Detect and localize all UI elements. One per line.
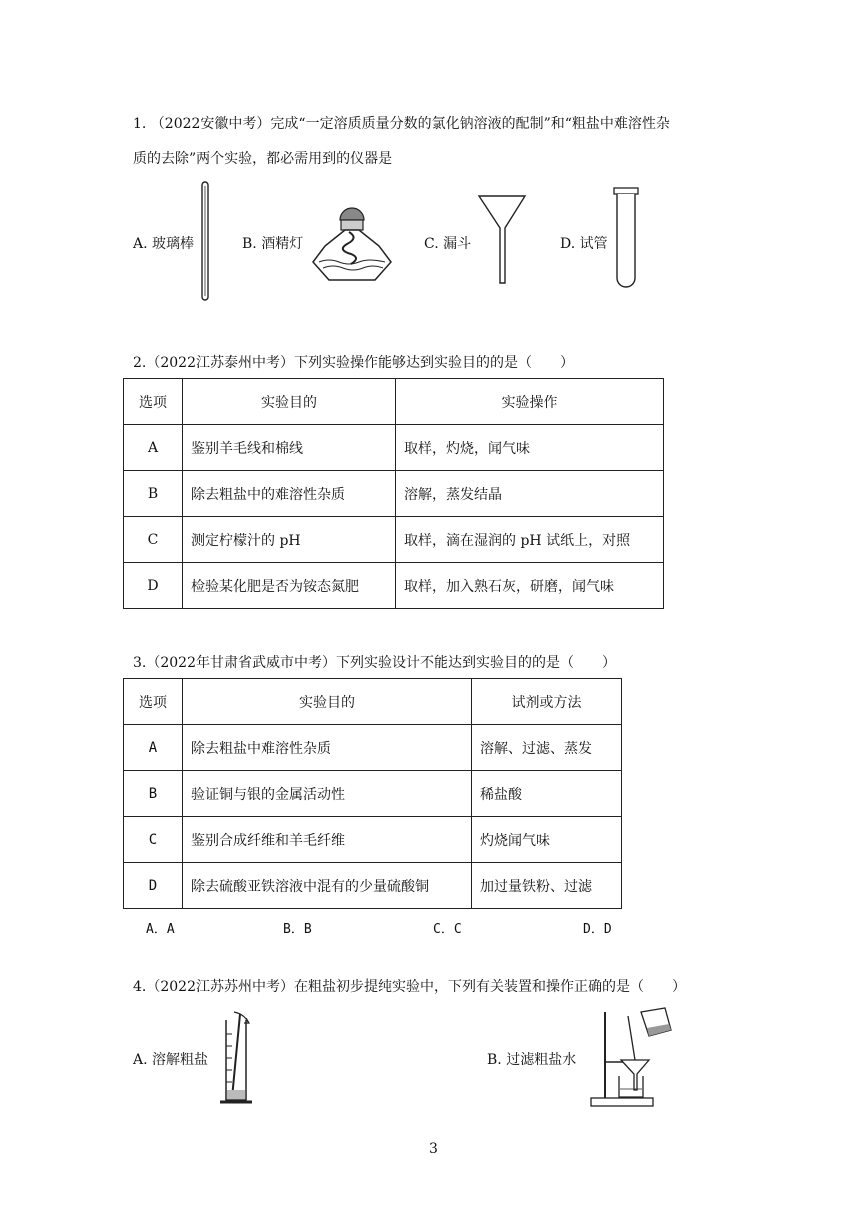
table-cell: C [124,517,183,563]
q1-option-d: D. 试管 [560,236,608,252]
q3-stem: 3.（2022年甘肃省武威市中考）下列实验设计不能达到实验目的的是（ ） [133,655,616,671]
q4-option-a: A. 溶解粗盐 [133,1052,209,1068]
table-cell: 灼烧闻气味 [472,817,622,863]
table-cell: 稀盐酸 [472,771,622,817]
q3-answer-a: A．A [146,922,175,937]
table-header: 试剂或方法 [472,679,622,725]
q3-table [123,678,622,909]
table-cell: 除去粗盐中的难溶性杂质 [183,471,396,517]
funnel-icon [476,193,528,285]
table-cell: 溶解、过滤、蒸发 [472,725,622,771]
page-number: 3 [429,1141,438,1157]
table-cell: A [124,725,183,771]
table-cell: 除去硫酸亚铁溶液中混有的少量硫酸铜 [183,863,472,909]
q2-stem: 2.（2022江苏泰州中考）下列实验操作能够达到实验目的的是（ ） [133,355,574,371]
table-cell: 测定柠檬汁的 pH [183,517,396,563]
table-header: 选项 [124,379,183,425]
q1-option-b: B. 酒精灯 [242,236,304,252]
table-header-row [124,379,664,425]
q1-option-a: A. 玻璃棒 [133,236,195,252]
graduated-cylinder-icon [216,1010,262,1110]
table-cell: 检验某化肥是否为铵态氮肥 [183,563,396,609]
table-row [124,771,622,817]
table-cell: 验证铜与银的金属活动性 [183,771,472,817]
glass-rod-icon [198,180,212,302]
table-row [124,817,622,863]
table-cell: 鉴别羊毛线和棉线 [183,425,396,471]
q1-stem-line1: 1. （2022安徽中考）完成“一定溶质质量分数的氯化钠溶液的配制”和“粗盐中难溶性杂 [133,116,670,132]
table-cell: D [124,863,183,909]
table-header: 实验目的 [183,679,472,725]
table-cell: B [124,471,183,517]
q4-option-b: B. 过滤粗盐水 [487,1052,577,1068]
table-row [124,863,622,909]
table-cell: 鉴别合成纤维和羊毛纤维 [183,817,472,863]
alcohol-lamp-icon [307,198,397,284]
table-cell: D [124,563,183,609]
test-tube-icon [612,186,640,292]
table-row [124,471,664,517]
q2-table [123,378,664,609]
q3-answer-b: B．B [283,922,312,937]
table-row [124,517,664,563]
table-header: 实验目的 [183,379,396,425]
table-cell: A [124,425,183,471]
table-header-row [124,679,622,725]
table-row [124,725,622,771]
filtration-setup-icon [585,1004,677,1112]
table-cell: 除去粗盐中难溶性杂质 [183,725,472,771]
q4-stem: 4.（2022江苏苏州中考）在粗盐初步提纯实验中，下列有关装置和操作正确的是（ ） [133,979,686,995]
table-row [124,425,664,471]
table-cell: 取样，加入熟石灰，研磨，闻气味 [396,563,664,609]
table-cell: B [124,771,183,817]
q3-answer-d: D．D [583,922,612,937]
q1-option-c: C. 漏斗 [424,236,472,252]
table-cell: 取样，灼烧，闻气味 [396,425,664,471]
table-cell: 加过量铁粉、过滤 [472,863,622,909]
table-cell: 取样，滴在湿润的 pH 试纸上，对照 [396,517,664,563]
table-cell: C [124,817,183,863]
q1-stem-line2: 质的去除”两个实验，都必需用到的仪器是 [133,151,393,167]
q3-answer-c: C．C [433,922,462,937]
table-header: 实验操作 [396,379,664,425]
table-header: 选项 [124,679,183,725]
table-cell: 溶解，蒸发结晶 [396,471,664,517]
table-row [124,563,664,609]
